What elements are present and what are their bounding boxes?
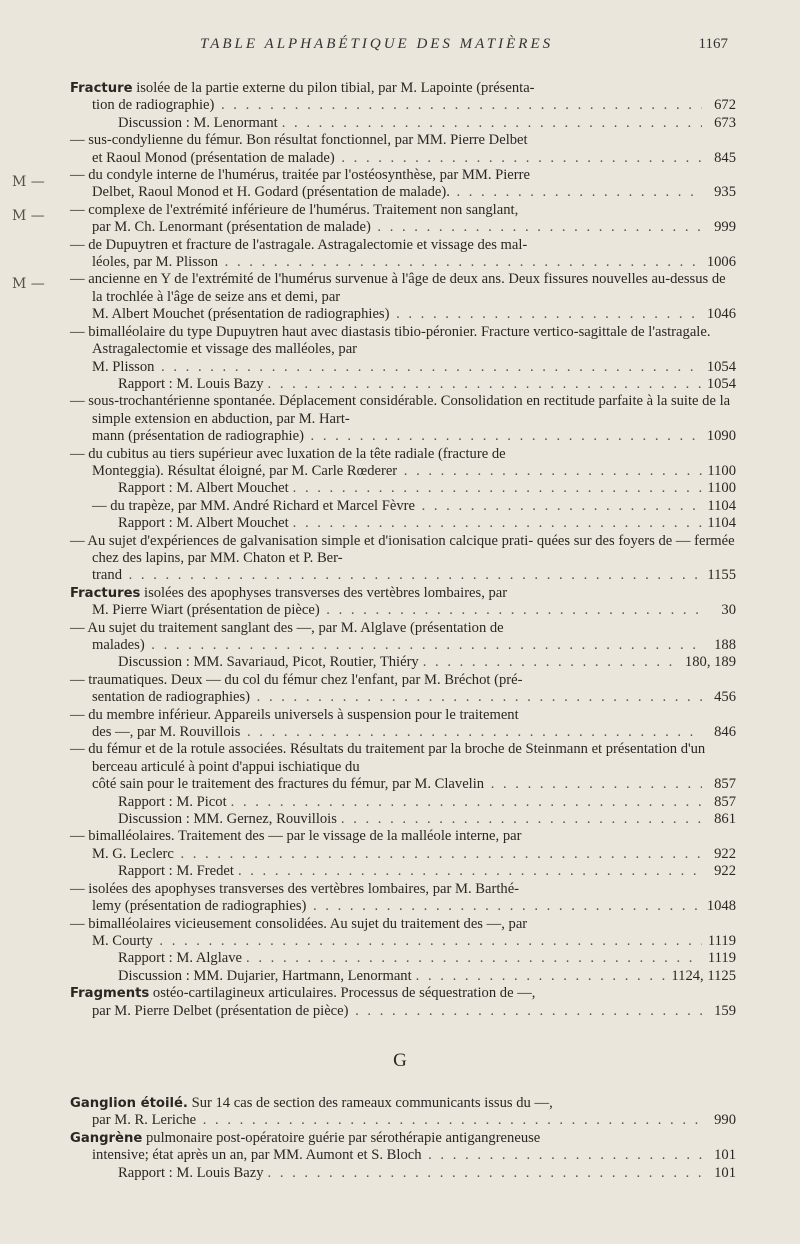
entry-last-line: M. Courty: [92, 932, 153, 949]
index-entry: [70, 672, 736, 707]
entry-last-line: par M. Ch. Lenormant (présentation de malade): [92, 219, 371, 236]
entry-last-line: — du trapèze, par MM. André Richard et Marcel Fèvre: [92, 497, 415, 514]
dot-leader: [401, 463, 702, 480]
index-entry: [70, 811, 736, 828]
entry-text: — du fémur et de la rotule associées. Résultats du traitement par la broche de Steinmann et présentation d'un berceau articulé à point d'appui ischiatique du: [70, 741, 706, 775]
index-entry: [70, 794, 736, 811]
entry-heading: Fragments: [70, 986, 150, 1002]
dot-leader: [246, 950, 702, 967]
entry-text: — traumatiques. Deux — du col du fémur chez l'enfant, par M. Bréchot (pré-: [70, 671, 523, 688]
entry-last-line: Rapport : M. Fredet: [118, 863, 234, 880]
entry-last-line: Discussion : MM. Dujarier, Hartmann, Lenormant: [118, 967, 412, 984]
entry-text: ostéo-cartilagineux articulaires. Processus de séquestration de —,: [152, 985, 536, 1002]
index-entry: [70, 393, 736, 445]
page-reference: 861: [714, 811, 736, 828]
page-reference: 1155: [707, 567, 736, 584]
page-reference: 1124, 1125: [671, 967, 736, 984]
entry-last-line: Monteggia). Résultat éloigné, par M. Carle Rœderer: [92, 462, 398, 479]
index-entry: [70, 533, 736, 585]
entry-text: — du condyle interne de l'humérus, traitée par l'ostéosynthèse, par MM. Pierre: [70, 167, 530, 184]
dot-leader: [341, 811, 702, 828]
dot-leader: [178, 846, 702, 863]
entry-last-line: tion de radiographie): [92, 97, 215, 114]
entry-last-line: léoles, par M. Plisson: [92, 254, 219, 271]
entry-last-line: intensive; état après un an, par MM. Aumont et S. Bloch: [92, 1147, 422, 1164]
dot-leader: [244, 724, 702, 741]
index-entry: [70, 863, 736, 880]
dot-leader: [200, 1112, 702, 1129]
entry-last-line: mann (présentation de radiographie): [92, 428, 304, 445]
page-reference: 180, 189: [684, 654, 736, 671]
dot-leader: [308, 428, 702, 445]
index-entry: [70, 376, 736, 393]
page-reference: 1104: [707, 515, 736, 532]
entry-last-line: Discussion : MM. Gernez, Rouvillois: [118, 811, 337, 828]
entry-last-line: malades): [92, 637, 145, 653]
index-entry: [70, 950, 736, 967]
page-reference: 922: [714, 845, 736, 862]
index-entry: [70, 585, 736, 620]
page-reference: 1054: [706, 375, 736, 392]
entry-last-line: Rapport : M. Picot: [118, 793, 227, 810]
entry-heading: Fractures: [70, 585, 141, 601]
entry-last-line: par M. Pierre Delbet (présentation de pièce): [92, 1002, 349, 1019]
dot-leader: [268, 1165, 702, 1182]
dot-leader: [157, 933, 702, 950]
entry-last-line: M. Pierre Wiart (présentation de pièce): [92, 602, 320, 619]
page-reference: 1100: [707, 480, 736, 497]
entry-last-line: M. G. Leclerc: [92, 845, 174, 862]
dot-leader: [231, 794, 702, 811]
page-reference: 845: [714, 149, 736, 166]
index-entry: [70, 620, 736, 655]
index-entry: [70, 480, 736, 497]
index-entry: [70, 881, 736, 916]
entry-text: pulmonaire post-opératoire guérie par sérothérapie antigangreneuse: [146, 1129, 541, 1146]
dot-leader: [218, 97, 702, 114]
index-entry: [70, 498, 736, 515]
dot-leader: [293, 515, 702, 532]
page-reference: 1048: [706, 898, 736, 915]
entry-text: isolée de la partie externe du pilon tibial, par M. Lapointe (présenta-: [136, 80, 535, 96]
page-reference: 1006: [706, 254, 736, 271]
entry-last-line: Discussion : MM. Savariaud, Picot, Routier, Thiéry: [118, 654, 419, 671]
index-entry: [70, 741, 736, 793]
entry-last-line: Rapport : M. Louis Bazy: [118, 1164, 264, 1181]
dot-leader: [324, 602, 702, 619]
entry-last-line: Delbet, Raoul Monod et H. Godard (présentation de malade).: [92, 184, 450, 201]
entry-text: — Au sujet du traitement sanglant des —, par M. Alglave (présentation de: [70, 619, 504, 636]
running-head: [0, 36, 800, 58]
entry-last-line: lemy (présentation de radiographies): [92, 898, 307, 915]
page-reference: 1100: [707, 462, 736, 479]
index-entry: [70, 271, 736, 323]
dot-leader: [416, 968, 668, 985]
page-reference: 999: [714, 219, 736, 236]
entry-last-line: Rapport : M. Albert Mouchet: [118, 480, 289, 497]
index-entry: [70, 324, 736, 376]
entry-last-line: Discussion : M. Lenormant: [118, 114, 278, 131]
entry-text: — sus-condylienne du fémur. Bon résultat fonctionnel, par MM. Pierre Delbet: [70, 132, 528, 149]
entry-text: — Au sujet d'expériences de galvanisation simple et d'ionisation calcique prati- quées sur des foyers de — fermée chez des lapins, par MM. Chaton et P. Ber-: [70, 532, 735, 566]
page-reference: 935: [714, 184, 736, 201]
index-entry: [70, 1165, 736, 1182]
page-reference: 1104: [707, 497, 736, 514]
index-entry: [70, 446, 736, 481]
dot-leader: [158, 359, 702, 376]
page-reference: 101: [714, 1164, 736, 1181]
index-entry: [70, 115, 736, 132]
dot-leader: [293, 480, 702, 497]
page-number: 1167: [698, 36, 728, 52]
dot-leader: [310, 898, 702, 915]
page-reference: 672: [714, 97, 736, 114]
index-entry: [70, 1095, 736, 1130]
index-section-g: [70, 1095, 736, 1182]
entry-last-line: sentation de radiographies): [92, 689, 251, 706]
entry-last-line: côté sain pour le traitement des fractures du fémur, par M. Clavelin: [92, 776, 485, 793]
entry-text: — bimalléolaires. Traitement des — par le vissage de la malléole interne, par: [70, 828, 522, 845]
page-reference: 1119: [707, 932, 736, 949]
index-entry: [70, 167, 736, 202]
index-entry: [70, 985, 736, 1020]
index-section-f: [70, 80, 736, 1020]
index-entry: [70, 707, 736, 742]
entry-last-line: par M. R. Leriche: [92, 1112, 197, 1129]
page-reference: 846: [714, 724, 736, 741]
entry-text: — ancienne en Y de l'extrémité de l'humérus survenue à l'âge de deux ans. Deux fissures nouvelles au-dessus de la trochlée à l'âge de seize ans et demi, par: [70, 271, 726, 305]
dot-leader: [419, 498, 702, 515]
dot-leader: [454, 184, 702, 201]
index-entry: [70, 515, 736, 532]
entry-text: isolées des apophyses transverses des vertèbres lombaires, par: [144, 584, 508, 601]
page-reference: 1090: [706, 428, 736, 445]
index-entry: [70, 1130, 736, 1165]
margin-mark: M —: [12, 276, 45, 292]
entry-last-line: trand: [92, 567, 122, 584]
margin-mark: M —: [12, 208, 45, 224]
dot-leader: [149, 637, 702, 654]
index-entry: [70, 80, 736, 115]
entry-last-line: Rapport : M. Alglave: [118, 950, 243, 967]
page-reference: 101: [714, 1147, 736, 1164]
entry-text: — bimalléolaire du type Dupuytren haut avec diastasis tibio-péronier. Fracture vertico-sagittale de l'astragale. Astragalectomie et vissage des malléoles, par: [70, 323, 711, 358]
entry-last-line: Rapport : M. Louis Bazy: [118, 375, 264, 392]
page-reference: 922: [714, 863, 736, 880]
entry-last-line: et Raoul Monod (présentation de malade): [92, 149, 335, 166]
dot-leader: [339, 150, 702, 167]
dot-leader: [282, 115, 702, 132]
page-reference: 188: [714, 637, 736, 653]
entry-last-line: Rapport : M. Albert Mouchet: [118, 515, 289, 532]
dot-leader: [375, 219, 702, 236]
index-entry: [70, 654, 736, 671]
dot-leader: [488, 776, 702, 793]
entry-text: — isolées des apophyses transverses des vertèbres lombaires, par M. Barthé-: [70, 880, 520, 897]
dot-leader: [222, 254, 702, 271]
dot-leader: [238, 863, 702, 880]
entry-text: Sur 14 cas de section des rameaux communicants issus du —,: [191, 1095, 553, 1111]
index-entry: [70, 237, 736, 272]
page-reference: 990: [714, 1112, 736, 1129]
index-entry: [70, 828, 736, 863]
entry-heading: Gangrène: [70, 1130, 143, 1146]
page-reference: 30: [721, 602, 736, 619]
entry-text: — de Dupuytren et fracture de l'astragale. Astragalectomie et vissage des mal-: [70, 236, 528, 253]
entry-heading: Fracture: [70, 81, 133, 96]
dot-leader: [353, 1003, 703, 1020]
dot-leader: [254, 689, 702, 706]
page-reference: 857: [714, 776, 736, 793]
page-reference: 1046: [706, 306, 736, 323]
margin-mark: M —: [12, 174, 45, 190]
page-reference: 857: [714, 793, 736, 810]
index-entry: [70, 202, 736, 237]
page-reference: 456: [714, 689, 736, 706]
section-letter: G: [393, 1050, 407, 1071]
dot-leader: [268, 376, 702, 393]
index-entry: [70, 916, 736, 951]
page-reference: 673: [714, 114, 736, 131]
page-reference: 1054: [706, 358, 736, 375]
dot-leader: [426, 1147, 702, 1164]
dot-leader: [423, 654, 681, 671]
entry-text: — du cubitus au tiers supérieur avec luxation de la tête radiale (fracture de: [70, 445, 506, 462]
entry-last-line: des —, par M. Rouvillois: [92, 724, 241, 741]
dot-leader: [126, 567, 702, 584]
page-reference: 1119: [707, 950, 736, 967]
entry-heading: Ganglion étoilé.: [70, 1096, 188, 1111]
dot-leader: [393, 306, 702, 323]
entry-text: — sous-trochantérienne spontanée. Déplacement considérable. Consolidation en rectitude parfaite à la suite de la simple extension en abduction, par M. Hart-: [70, 393, 731, 427]
entry-text: — du membre inférieur. Appareils universels à suspension pour le traitement: [70, 706, 519, 723]
entry-last-line: M. Albert Mouchet (présentation de radiographies): [92, 306, 390, 323]
entry-text: — bimalléolaires vicieusement consolidées. Au sujet du traitement des —, par: [70, 915, 528, 932]
entry-last-line: M. Plisson: [92, 358, 155, 375]
index-entry: [70, 968, 736, 985]
page-reference: 159: [714, 1002, 736, 1019]
running-title: TABLE ALPHABÉTIQUE DES MATIÈRES: [200, 36, 554, 52]
entry-text: — complexe de l'extrémité inférieure de l'humérus. Traitement non sanglant,: [70, 201, 519, 218]
index-entry: [70, 132, 736, 167]
